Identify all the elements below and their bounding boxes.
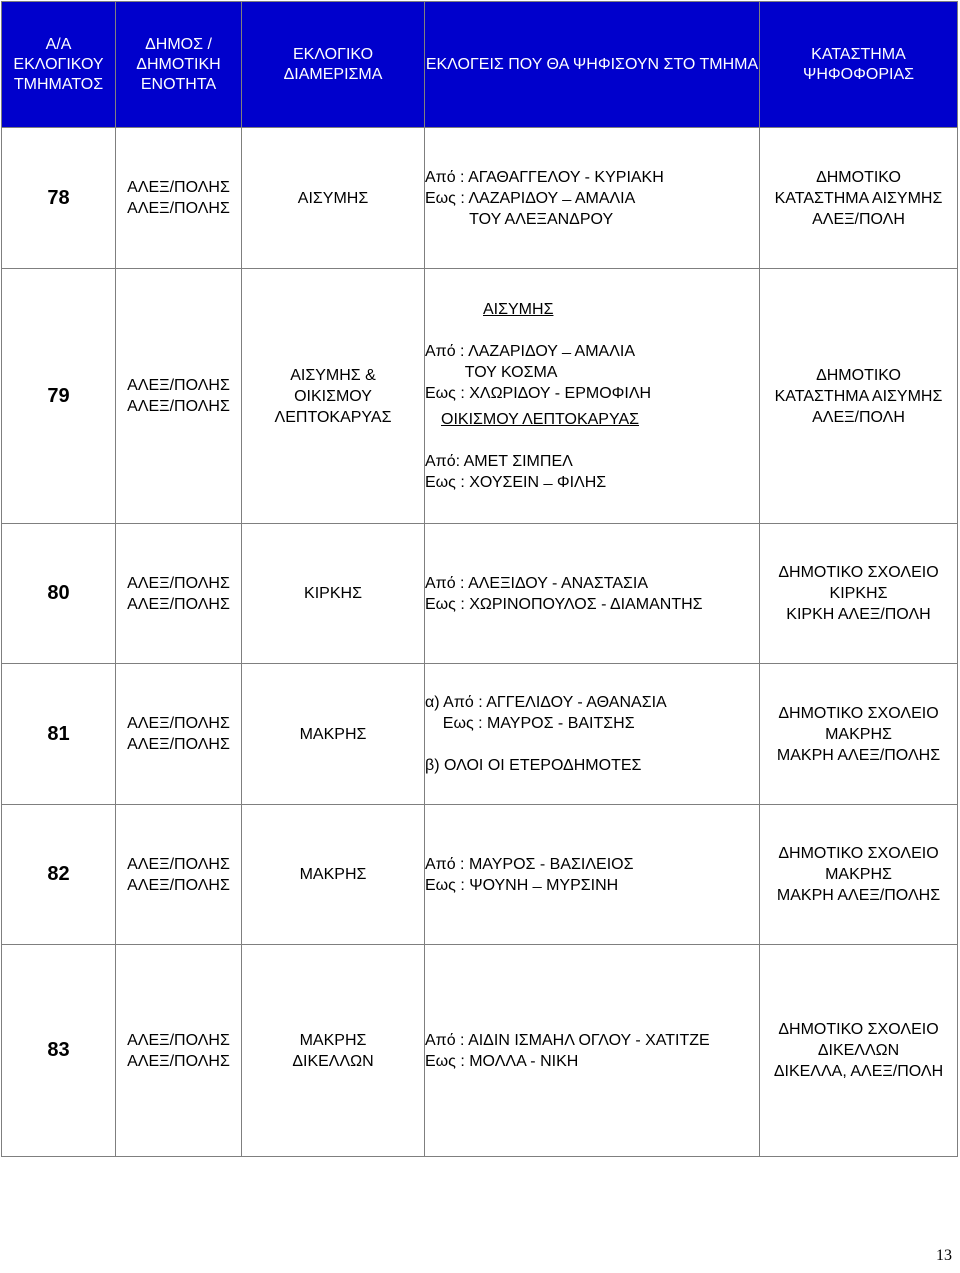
polling-station-cell (760, 664, 958, 805)
station-text: ΚΑΤΑΣΤΗΜΑ ΑΙΣΥΜΗΣ (774, 189, 943, 207)
station-text: ΜΑΚΡΗΣ (825, 725, 892, 743)
header-voters-range (425, 2, 760, 128)
municipality-text: ΑΛΕΞ/ΠΟΛΗΣ (127, 876, 230, 894)
district-cell (242, 524, 425, 664)
range-text: Εως : ΛΑΖΑΡΙΔΟΥ ̶ ΑΜΑΛΙΑ (425, 189, 636, 207)
station-text: ΔΙΚΕΛΛΑ, ΑΛΕΞ/ΠΟΛΗ (773, 1063, 944, 1080)
header-text: ΕΚΛΟΓΙΚΟ (292, 45, 374, 63)
station-text: ΔΗΜΟΤΙΚΟ (816, 168, 901, 186)
municipality-text: ΑΛΕΞ/ΠΟΛΗΣ (127, 574, 230, 592)
page-number: 13 (936, 1247, 952, 1264)
polling-station-cell (760, 805, 958, 945)
table-row (2, 128, 958, 269)
table-row (2, 945, 958, 1157)
range-text: α) Από : ΑΓΓΕΛΙΔΟΥ - ΑΘΑΝΑΣΙΑ (425, 694, 667, 711)
section-number: 78 (2, 128, 116, 269)
table-row (2, 805, 958, 945)
range-text: Από : ΑΓΑΘΑΓΓΕΛΟΥ - ΚΥΡΙΑΚΗ (425, 168, 664, 186)
district-text: ΑΙΣΥΜΗΣ (297, 189, 369, 207)
range-text: Εως : ΧΩΡΙΝΟΠΟΥΛΟΣ - ΔΙΑΜΑΝΤΗΣ (425, 595, 703, 613)
spacer (425, 320, 759, 341)
district-cell (242, 664, 425, 805)
district-text: ΜΑΚΡΗΣ (299, 866, 367, 883)
voters-range-cell (425, 945, 760, 1157)
station-text: ΑΛΕΞ/ΠΟΛΗ (812, 408, 905, 426)
polling-station-cell (760, 128, 958, 269)
district-text: ΜΑΚΡΗΣ (299, 1031, 367, 1049)
header-text: ΕΚΛΟΓΙΚΟΥ (13, 55, 104, 73)
voters-range-cell (425, 524, 760, 664)
municipality-text: ΑΛΕΞ/ΠΟΛΗΣ (127, 1031, 230, 1049)
municipality-text: ΑΛΕΞ/ΠΟΛΗΣ (127, 1052, 230, 1070)
voters-range-cell (425, 128, 760, 269)
range-text: β) ΟΛΟΙ ΟΙ ΕΤΕΡΟΔΗΜΟΤΕΣ (425, 757, 642, 774)
district-cell (242, 128, 425, 269)
header-polling-station (760, 2, 958, 128)
station-text: ΚΙΡΚΗ ΑΛΕΞ/ΠΟΛΗ (786, 606, 931, 623)
station-text: ΜΑΚΡΗΣ (825, 866, 892, 883)
district-text: ΚΙΡΚΗΣ (304, 585, 362, 602)
municipality-cell (116, 524, 242, 664)
district-text: ΔΙΚΕΛΛΩΝ (292, 1052, 374, 1070)
header-text: ΔΗΜΟΣ / (145, 35, 212, 53)
range-text: Από : ΛΑΖΑΡΙΔΟΥ ̶ ΑΜΑΛΙΑ (425, 343, 636, 360)
header-district (242, 2, 425, 128)
municipality-cell (116, 945, 242, 1157)
header-no (2, 2, 116, 128)
station-text: ΜΑΚΡΗ ΑΛΕΞ/ΠΟΛΗΣ (776, 887, 941, 904)
station-text: ΚΑΤΑΣΤΗΜΑ ΑΙΣΥΜΗΣ (774, 387, 943, 405)
district-text: ΛΕΠΤΟΚΑΡΥΑΣ (274, 408, 392, 426)
station-text: ΔΗΜΟΤΙΚΟ (816, 366, 901, 384)
range-text: Εως : ΧΛΩΡΙΔΟΥ - ΕΡΜΟΦΙΛΗ (425, 385, 652, 402)
station-text: ΔΗΜΟΤΙΚΟ ΣΧΟΛΕΙΟ (778, 704, 939, 722)
header-text: Α/Α (45, 35, 72, 53)
table-row (2, 664, 958, 805)
range-text: Εως : ΜΟΛΛΑ - ΝΙΚΗ (425, 1052, 579, 1070)
section-number: 83 (2, 945, 116, 1157)
range-text: Εως : ΨΟΥΝΗ ̶ ΜΥΡΣΙΝΗ (425, 876, 619, 894)
header-text: ΚΑΤΑΣΤΗΜΑ (811, 45, 906, 63)
municipality-text: ΑΛΕΞ/ΠΟΛΗΣ (127, 179, 230, 196)
station-text: ΜΑΚΡΗ ΑΛΕΞ/ΠΟΛΗΣ (776, 746, 941, 764)
station-text: ΔΗΜΟΤΙΚΟ ΣΧΟΛΕΙΟ (778, 1021, 939, 1038)
range-text: Από : ΜΑΥΡΟΣ - ΒΑΣΙΛΕΙΟΣ (425, 855, 634, 873)
table-row (2, 524, 958, 664)
header-text: ΨΗΦΟΦΟΡΙΑΣ (802, 65, 915, 83)
district-cell (242, 945, 425, 1157)
district-text: ΑΙΣΥΜΗΣ & (290, 366, 376, 384)
polling-station-cell (760, 524, 958, 664)
station-text: ΔΗΜΟΤΙΚΟ ΣΧΟΛΕΙΟ (778, 845, 939, 862)
station-text: ΔΙΚΕΛΛΩΝ (817, 1042, 900, 1059)
station-text: ΚΙΡΚΗΣ (829, 585, 888, 602)
header-text: ΕΚΛΟΓΕΙΣ ΠΟΥ ΘΑ ΨΗΦΙΣΟΥΝ ΣΤΟ ΤΜΗΜΑ (425, 55, 759, 73)
range-text: Από : ΑΙΔΙΝ ΙΣΜΑΗΛ ΟΓΛΟΥ - ΧΑΤΙΤΖΕ (425, 1031, 710, 1049)
header-text: ΔΙΑΜΕΡΙΣΜΑ (283, 65, 383, 83)
range-heading: ΑΙΣΥΜΗΣ (483, 301, 554, 318)
voters-range-cell (425, 664, 760, 805)
range-heading: ΟΙΚΙΣΜΟΥ ΛΕΠΤΟΚΑΡΥΑΣ (441, 411, 640, 428)
district-text: ΜΑΚΡΗΣ (299, 725, 367, 743)
municipality-text: ΑΛΕΞ/ΠΟΛΗΣ (127, 736, 230, 753)
polling-stations-table (1, 1, 958, 1157)
district-text: ΟΙΚΙΣΜΟΥ (294, 387, 372, 405)
table-row (2, 269, 958, 524)
table-header-row (2, 2, 958, 128)
municipality-text: ΑΛΕΞ/ΠΟΛΗΣ (127, 377, 230, 394)
municipality-cell (116, 805, 242, 945)
voters-range-cell (425, 269, 760, 524)
municipality-cell (116, 269, 242, 524)
municipality-text: ΑΛΕΞ/ΠΟΛΗΣ (127, 200, 230, 217)
municipality-text: ΑΛΕΞ/ΠΟΛΗΣ (127, 715, 230, 732)
polling-station-cell (760, 269, 958, 524)
range-text: ΤΟΥ ΚΟΣΜΑ (425, 364, 558, 381)
spacer (425, 734, 759, 755)
range-text: ΤΟΥ ΑΛΕΞΑΝΔΡΟΥ (425, 210, 614, 228)
header-text: ΤΜΗΜΑΤΟΣ (13, 75, 104, 93)
district-cell (242, 269, 425, 524)
municipality-cell (116, 664, 242, 805)
voters-range-cell (425, 805, 760, 945)
station-text: ΑΛΕΞ/ΠΟΛΗ (812, 210, 905, 228)
section-number: 82 (2, 805, 116, 945)
range-text: Από : ΑΛΕΞΙΔΟΥ - ΑΝΑΣΤΑΣΙΑ (425, 574, 648, 592)
range-text: Εως : ΧΟΥΣΕΙΝ ̶ ΦΙΛΗΣ (425, 474, 607, 491)
range-text: Εως : ΜΑΥΡΟΣ - ΒΑΙΤΣΗΣ (425, 715, 635, 732)
municipality-text: ΑΛΕΞ/ΠΟΛΗΣ (127, 855, 230, 873)
header-text: ΔΗΜΟΤΙΚΗ (136, 55, 221, 73)
municipality-text: ΑΛΕΞ/ΠΟΛΗΣ (127, 398, 230, 415)
spacer (425, 430, 759, 451)
municipality-text: ΑΛΕΞ/ΠΟΛΗΣ (127, 595, 230, 613)
polling-station-cell (760, 945, 958, 1157)
header-municipality (116, 2, 242, 128)
section-number: 81 (2, 664, 116, 805)
section-number: 80 (2, 524, 116, 664)
section-number: 79 (2, 269, 116, 524)
range-text: Από: ΑΜΕΤ ΣΙΜΠΕΛ (425, 453, 573, 470)
station-text: ΔΗΜΟΤΙΚΟ ΣΧΟΛΕΙΟ (778, 564, 939, 581)
header-text: ΕΝΟΤΗΤΑ (140, 75, 217, 93)
municipality-cell (116, 128, 242, 269)
district-cell (242, 805, 425, 945)
